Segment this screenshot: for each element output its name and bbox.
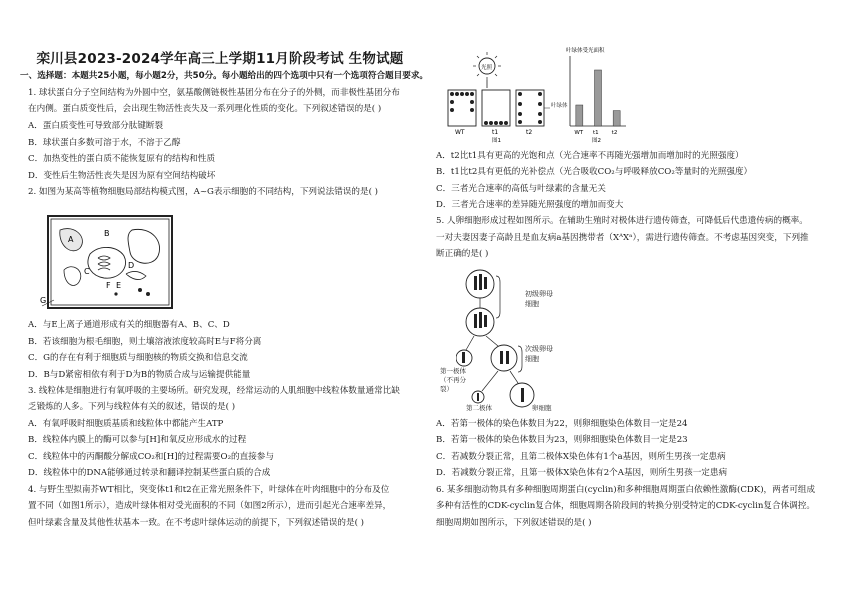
q4-option-a: A．t2比t1具有更高的光饱和点（光合速率不再随光强增加而增加时的光照强度） (436, 151, 744, 161)
q1-option-d: D．变性后生物活性丧失是因为原有空间结构破坏 (28, 171, 216, 181)
q5-option-c: C．若减数分裂正常，且第二极体X染色体有1个a基因，则所生男孩一定患病 (436, 452, 726, 462)
bar-t1 (595, 70, 602, 126)
q4-option-d: D．三者光合速率的差异随光照强度的增加而变大 (436, 200, 624, 210)
chloroplast-label: 叶绿体 (551, 103, 568, 109)
figure1-caption: 图1 (492, 138, 501, 144)
tick-label-t1: t1 (593, 130, 599, 136)
q3-stem-line1: 3. 线粒体是细胞进行有氧呼吸的主要场所。研究发现，经常运动的人肌细胞中线粒体数量通常比缺 (28, 386, 400, 396)
q3-option-a: A．有氧呼吸时细胞质基质和线粒体中都能产生ATP (28, 419, 224, 429)
cell-label-a: A (68, 235, 74, 244)
cell-label-f: F (106, 281, 111, 290)
cell-label-g: G (40, 296, 47, 305)
q1-option-c: C．加热变性的蛋白质不能恢复原有的结构和性质 (28, 154, 216, 164)
q1-option-b: B．球状蛋白多数可溶于水，不溶于乙醇 (28, 138, 181, 148)
q6-stem-line1: 6. 某多细胞动物具有多种细胞周期蛋白(cyclin)和多种细胞周期蛋白依赖性激酶(CDK)，两者可组成 (436, 485, 816, 495)
q5-option-d: D．若减数分裂正常，且第一极体X染色体有2个A基因，则所生男孩一定患病 (436, 468, 728, 478)
q2-option-c: C．G的存在有利于细胞质与细胞核的物质交换和信息交流 (28, 353, 248, 363)
q4-option-b: B．t1比t2具有更低的光补偿点（光合吸收CO₂与呼吸释放CO₂等量时的光照强度） (436, 167, 753, 177)
q3-option-b: B．线粒体内膜上的酶可以参与[H]和氧反应形成水的过程 (28, 435, 247, 445)
q5-stem-line1: 5. 人卵细胞形成过程如图所示。在辅助生殖时对极体进行遗传筛查，可降低后代患遗传病的概率。 (436, 216, 808, 226)
q2-option-b: B．若该细胞为根毛细胞，则土壤溶液浓度较高时E与F将分离 (28, 337, 262, 347)
q2-option-a: A．与E上离子通道形成有关的细胞器有A、B、C、D (28, 320, 230, 330)
chart-ylabel: 叶绿体受光面积 (566, 48, 605, 54)
bar-t2 (613, 111, 620, 126)
q1-stem-line2: 在内侧。蛋白质变性后，会出现生物活性丧失及一系列理化性质的变化。下列叙述错误的是( ) (28, 104, 382, 114)
q2-option-d: D．B与D紧密相依有利于D为B的物质合成与运输提供能量 (28, 370, 251, 380)
q2-stem: 2. 如图为某高等植物细胞局部结构模式图，A~G表示细胞的不同结构，下列说法错误的是( ) (28, 187, 379, 197)
q5-option-b: B．若第一极体的染色体数目为23，则卵细胞染色体数目一定是23 (436, 435, 688, 445)
q4-stem-line3: 但叶绿素含量及其他性状基本一致。在不考虑叶绿体运动的前提下，下列叙述错误的是( ) (28, 518, 365, 528)
q5-option-a: A．若第一极体的染色体数目为22，则卵细胞染色体数目一定是24 (436, 419, 688, 429)
oocyte-diagram (456, 264, 586, 414)
q4-stem-line2: 置不同（如图1所示），造成叶绿体相对受光面积的不同（如图2所示），进而引起光合速率差异， (28, 501, 392, 511)
tick-label-wt: WT (574, 130, 584, 136)
q1-stem-line1: 1. 球状蛋白分子空间结构为外圆中空，氨基酸侧链极性基团分布在分子的外侧，而非极性基团分布 (28, 88, 400, 98)
first-polar-label (440, 367, 472, 395)
figure2-caption: 图2 (592, 138, 601, 144)
q3-option-d: D．线粒体中的DNA能够通过转录和翻译控制某些蛋白质的合成 (28, 468, 271, 478)
secondary-oocyte-label (525, 344, 555, 365)
cell-label-b: B (104, 229, 110, 238)
secondary-oocyte-text: 次级卵母细胞 (525, 345, 553, 363)
q6-stem-line3: 细胞周期如图所示，下列叙述错误的是( ) (436, 518, 592, 528)
second-polar-label: 第二极体 (466, 404, 492, 412)
bar-wt (576, 105, 583, 126)
q4-option-c: C．三者光合速率的高低与叶绿素的含量无关 (436, 184, 606, 194)
cell-t2-label: t2 (526, 129, 533, 136)
cell-label-e: E (116, 281, 122, 290)
tick-label-t2: t2 (611, 130, 618, 136)
plant-cell-diagram (40, 210, 180, 314)
q6-stem-line2: 多种有活性的CDK-cyclin复合体，细胞周期各阶段间的转换分别受特定的CDK-cyclin复合体调控。 (436, 501, 815, 511)
primary-oocyte-label (525, 289, 555, 310)
section-heading: 一、选择题：本题共25小题，每小题2分，共50分。每小题给出的四个选项中只有一个选项符合题目要求。 (20, 71, 429, 81)
cell-wt-label: WT (455, 129, 465, 136)
page-title: 栾川县2023-2024学年高三上学期11月阶段考试 生物试题 (36, 51, 404, 67)
q4-stem-line1: 4. 与野生型拟南芥WT相比，突变体t1和t2在正常光照条件下，叶绿体在叶肉细胞中的分布及位 (28, 485, 390, 495)
q5-stem-line3: 断正确的是( ) (436, 249, 489, 259)
cell-t1-label: t1 (492, 129, 499, 136)
q3-stem-line2: 乏锻炼的人多。下列与线粒体有关的叙述，错误的是( ) (28, 402, 236, 412)
cell-label-d: D (128, 261, 135, 270)
chloroplast-figure (444, 46, 556, 144)
q3-option-c: C．线粒体中的丙酮酸分解成CO₂和[H]的过程需要O₂的直接参与 (28, 452, 274, 462)
sun-label: 光照 (481, 65, 493, 71)
bar-chart (564, 44, 632, 144)
primary-oocyte-text: 初级卵母细胞 (525, 290, 553, 308)
q1-option-a: A．蛋白质变性可导致部分肽键断裂 (28, 121, 164, 131)
q5-stem-line2: 一对夫妻因妻子高龄且是血友病a基因携带者（XᴬXᵃ），需进行遗传筛查。不考虑基因突变，下列推 (436, 233, 809, 243)
egg-cell-label: 卵细胞 (532, 404, 552, 412)
first-polar-text: 第一极体（不再分裂） (440, 367, 466, 393)
cell-label-c: C (84, 267, 90, 276)
